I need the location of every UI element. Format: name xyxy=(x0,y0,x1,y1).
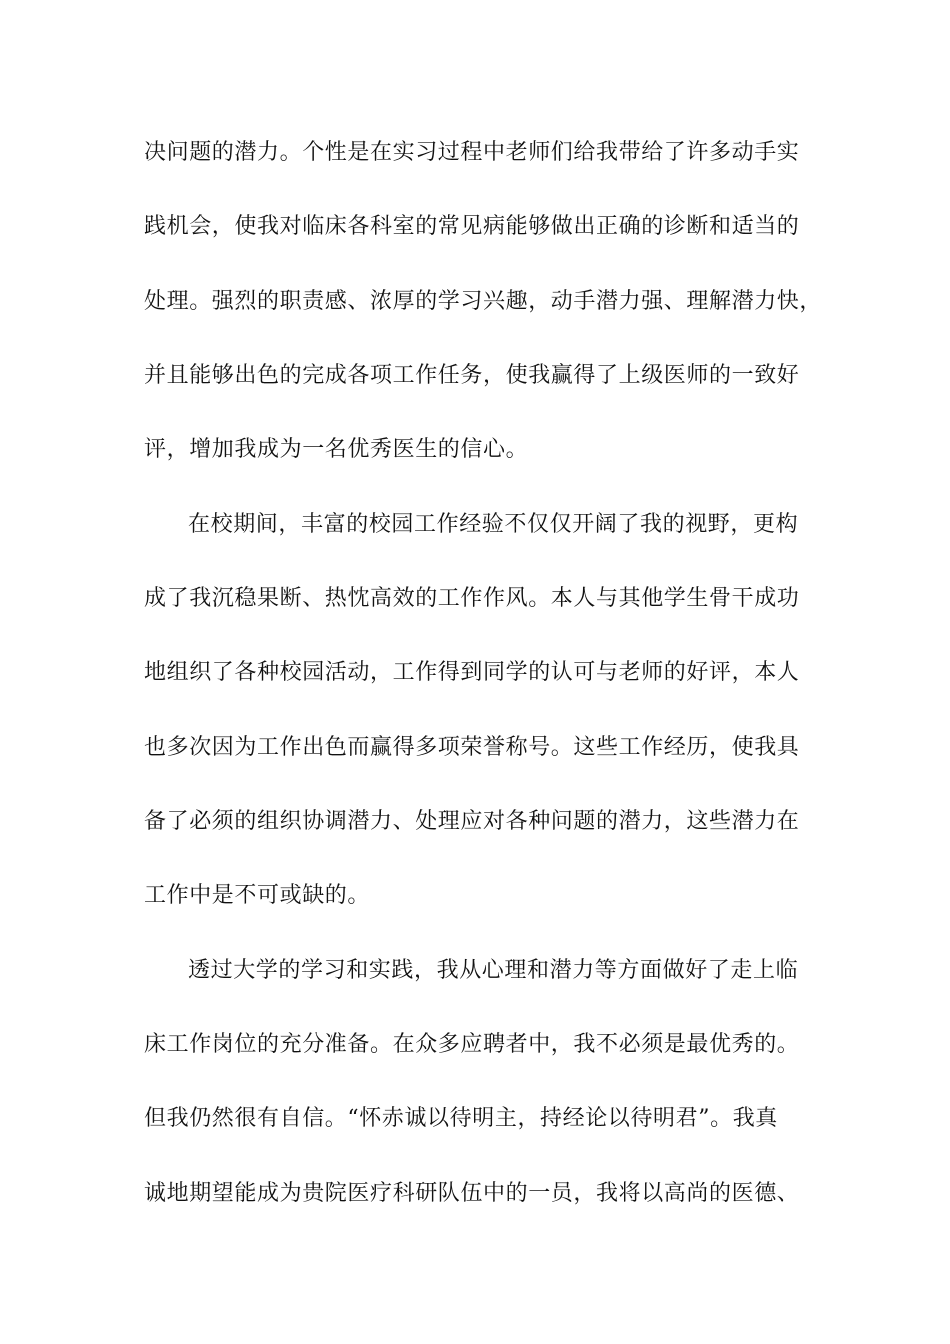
text-line: 备了必须的组织协调潜力、处理应对各种问题的潜力，这些潜力在 xyxy=(144,809,800,834)
text-line: 践机会，使我对临床各科室的常见病能够做出正确的诊断和适当的 xyxy=(144,214,800,239)
text-line: 成了我沉稳果断、热忱高效的工作作风。本人与其他学生骨干成功 xyxy=(144,586,800,611)
paragraph-first-line: 透过大学的学习和实践，我从心理和潜力等方面做好了走上临 xyxy=(188,958,799,983)
text-line: 但我仍然很有自信。“怀赤诚以待明主，持经论以待明君”。我真 xyxy=(144,1106,778,1131)
text-line: 评，增加我成为一名优秀医生的信心。 xyxy=(144,437,529,462)
text-line: 工作中是不可或缺的。 xyxy=(144,883,371,908)
text-line: 地组织了各种校园活动，工作得到同学的认可与老师的好评，本人 xyxy=(144,660,800,685)
text-line: 诚地期望能成为贵院医疗科研队伍中的一员，我将以高尚的医德、 xyxy=(144,1181,800,1206)
paragraph-first-line: 在校期间，丰富的校园工作经验不仅仅开阔了我的视野，更构 xyxy=(188,512,799,537)
text-line: 床工作岗位的充分准备。在众多应聘者中，我不必须是最优秀的。 xyxy=(144,1032,800,1057)
text-line: 处理。强烈的职责感、浓厚的学习兴趣，动手潜力强、理解潜力快， xyxy=(144,289,823,314)
text-line: 也多次因为工作出色而赢得多项荣誉称号。这些工作经历，使我具 xyxy=(144,735,800,760)
text-line: 决问题的潜力。个性是在实习过程中老师们给我带给了许多动手实 xyxy=(144,140,800,165)
text-line: 并且能够出色的完成各项工作任务，使我赢得了上级医师的一致好 xyxy=(144,363,800,388)
